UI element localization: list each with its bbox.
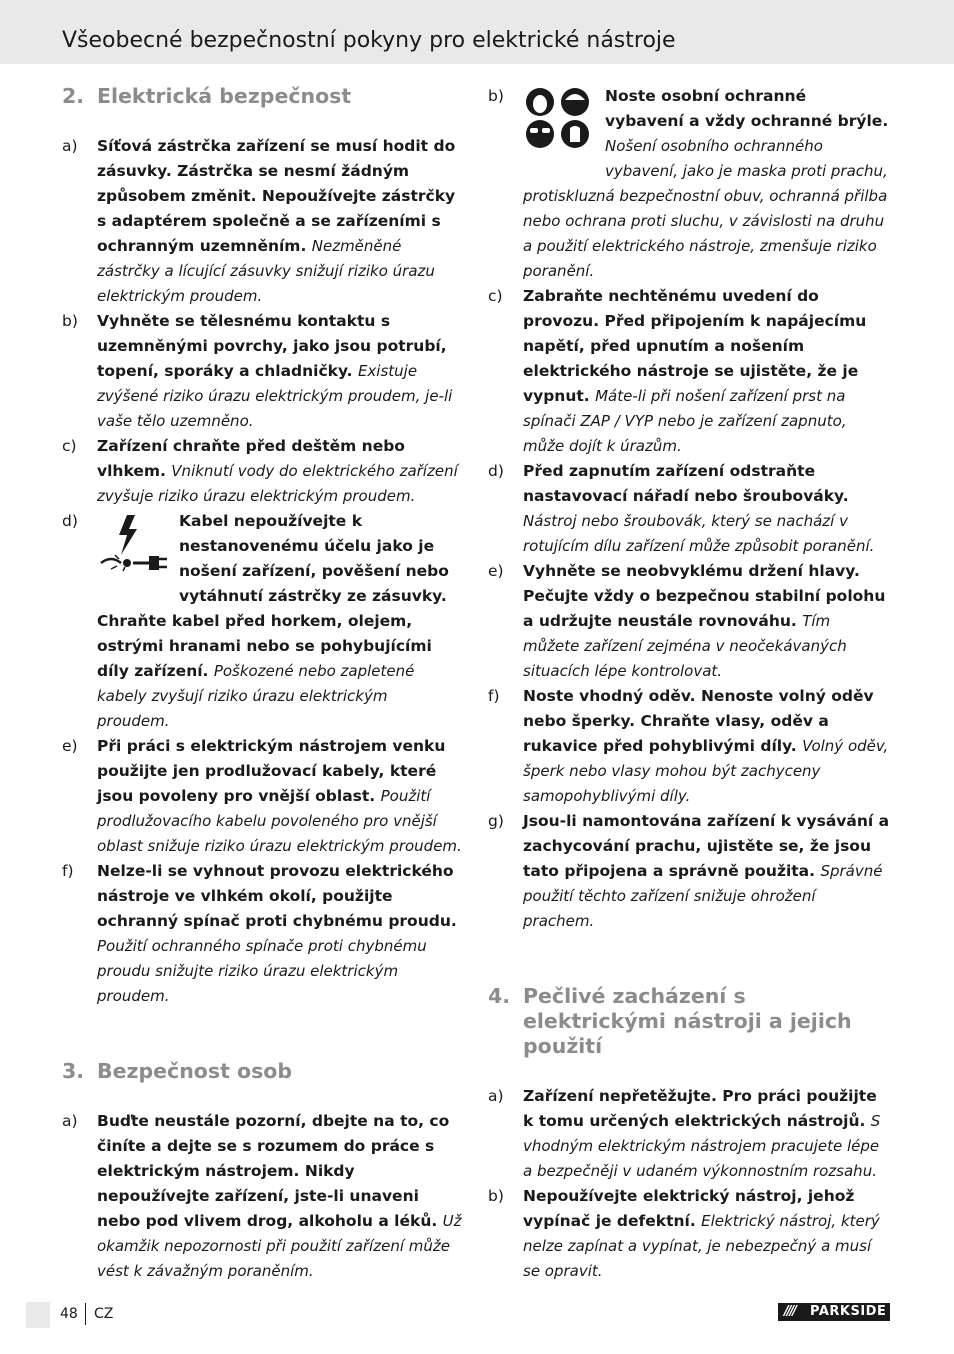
item-instruction: Při práci s elektrickým nástrojem venku použijte jen prodlužovací kabely, které jsou povoleny pro vnější oblast. <box>97 737 446 805</box>
item-explanation: Správné použití těchto zařízení snižuje ohrožení prachem. <box>523 862 883 930</box>
section-number: 3. <box>62 1059 85 1083</box>
list-item <box>62 309 464 434</box>
item-instruction: Nelze-li se vyhnout provozu elektrického nástroje ve vlhkém okolí, použijte ochranný spínač proti chybnému proudu. <box>97 862 457 930</box>
item-instruction: Vyhněte se tělesnému kontaktu s uzemněnými povrchy, jako jsou potrubí, topení, sporáky a chladničky. <box>97 312 447 380</box>
list-item <box>488 684 890 809</box>
list-item <box>488 84 890 284</box>
item-explanation: Nezměněné zástrčky a lícující zásuvky snižují riziko úrazu elektrickým proudem. <box>97 237 435 305</box>
list-item <box>488 1184 890 1284</box>
list-item <box>62 734 464 859</box>
item-label: b) <box>488 1187 504 1205</box>
list-item <box>62 509 464 734</box>
section-title: Bezpečnost osob <box>97 1059 293 1083</box>
protective-equipment-icon <box>523 86 595 160</box>
footer-divider <box>85 1303 86 1325</box>
item-instruction: Kabel nepoužívejte k nestanovenému účelu jako je nošení zařízení, pověšení nebo vytáhnutí zástrčky ze zásuvky. Chraňte kabel před horkem, olejem, ostrými hranami nebo se pohybujícími díly zařízení. <box>97 512 449 680</box>
section-2-heading <box>62 84 464 109</box>
list-item <box>62 1109 464 1284</box>
section-3-heading <box>62 1059 464 1084</box>
list-item <box>62 859 464 1009</box>
item-explanation: Poškozené nebo zapletené kabely zvyšují riziko úrazu elektrickým proudem. <box>97 662 415 730</box>
left-column <box>62 84 464 1284</box>
list-item <box>488 459 890 559</box>
item-explanation: S vhodným elektrickým nástrojem pracujete lépe a bezpečněji v udaném výkonnostním rozsahu. <box>523 1112 881 1180</box>
item-instruction: Jsou-li namontována zařízení k vysávání a zachycování prachu, ujistěte se, že jsou tato připojena a správně použita. <box>523 812 890 880</box>
cable-hazard-icon <box>97 511 169 585</box>
item-label: a) <box>62 1112 78 1130</box>
page-marker <box>26 1302 50 1328</box>
section-title: Elektrická bezpečnost <box>97 84 352 108</box>
brand-mark: //// <box>784 1304 795 1319</box>
item-explanation: Existuje zvýšené riziko úrazu elektrickým proudem, je-li vaše tělo uzemněno. <box>97 362 453 430</box>
item-explanation: Volný oděv, šperk nebo vlasy mohou být zachyceny samopohyblivými díly. <box>523 737 889 805</box>
page-number: 48 <box>60 1306 78 1322</box>
brand-logo <box>778 1303 890 1321</box>
list-item <box>62 434 464 509</box>
item-label: d) <box>488 462 504 480</box>
item-label: b) <box>62 312 78 330</box>
item-label: f) <box>62 862 74 880</box>
list-item <box>488 809 890 934</box>
item-explanation: Použití ochranného spínače proti chybnému proudu snižujte riziko úrazu elektrickým proudem. <box>97 937 427 1005</box>
item-explanation: Vniknutí vody do elektrického zařízení zvyšuje riziko úrazu elektrickým proudem. <box>97 462 458 505</box>
item-instruction: Buďte neustále pozorní, dbejte na to, co činíte a dejte se s rozumem do práce s elektrickým nástrojem. Nikdy nepoužívejte zařízení, jste-li unaveni nebo pod vlivem drog, alkoholu a léků. <box>97 1112 450 1230</box>
language-code: CZ <box>94 1306 114 1322</box>
item-instruction: Před zapnutím zařízení odstraňte nastavovací nářadí nebo šroubováky. <box>523 462 849 505</box>
item-label: g) <box>488 812 504 830</box>
list-item <box>62 134 464 309</box>
item-instruction: Vyhněte se neobvyklému držení hlavy. Pečujte vždy o bezpečnou stabilní polohu a udržujte neustále rovnováhu. <box>523 562 886 630</box>
item-label: d) <box>62 512 78 530</box>
page-title: Všeobecné bezpečnostní pokyny pro elektrické nástroje <box>62 28 676 53</box>
item-explanation: Elektrický nástroj, který nelze zapínat a vypínat, je nebezpečný a musí se opravit. <box>523 1212 880 1280</box>
item-instruction: Síťová zástrčka zařízení se musí hodit do zásuvky. Zástrčka se nesmí žádným způsobem změnit. Nepoužívejte zástrčky s adaptérem společně a se zařízeními s ochranným uzemněním. <box>97 137 456 255</box>
item-explanation: Nástroj nebo šroubovák, který se nachází v rotujícím dílu zařízení může způsobit poranění. <box>523 512 875 555</box>
section-number: 2. <box>62 84 85 108</box>
list-item <box>488 1084 890 1184</box>
item-instruction: Noste vhodný oděv. Nenoste volný oděv nebo šperky. Chraňte vlasy, oděv a rukavice před pohyblivými díly. <box>523 687 874 755</box>
item-label: c) <box>62 437 77 455</box>
item-explanation: Použití prodlužovacího kabelu povoleného pro vnější oblast snižuje riziko úrazu elektrickým proudem. <box>97 787 462 855</box>
right-column <box>488 84 890 1284</box>
item-explanation: Už okamžik nepozornosti při použití zařízení může vést k závažným poraněním. <box>97 1212 462 1280</box>
item-label: e) <box>488 562 504 580</box>
item-label: e) <box>62 737 78 755</box>
section-4-heading <box>488 984 890 1059</box>
brand-name: PARKSIDE <box>810 1304 887 1319</box>
page-header <box>0 0 954 64</box>
section-number: 4. <box>488 984 511 1008</box>
item-label: c) <box>488 287 503 305</box>
list-item <box>488 559 890 684</box>
item-explanation: Nošení osobního ochranného vybavení, jako je maska proti prachu, protiskluzná bezpečnostní obuv, ochranná přilba nebo ochrana proti sluchu, v závislosti na druhu a použití elektrického nástroje, zmenšuje riziko poranění. <box>523 137 888 280</box>
item-label: f) <box>488 687 500 705</box>
item-explanation: Tím můžete zařízení zejména v neočekávaných situacích lépe kontrolovat. <box>523 612 847 680</box>
list-item <box>488 284 890 459</box>
item-explanation: Máte-li při nošení zařízení prst na spínači ZAP / VYP nebo je zařízení zapnuto, může dojít k úrazům. <box>523 387 847 455</box>
item-instruction: Zařízení chraňte před deštěm nebo vlhkem. <box>97 437 405 480</box>
item-label: b) <box>488 87 504 105</box>
item-instruction: Noste osobní ochranné vybavení a vždy ochranné brýle. <box>605 87 889 130</box>
item-instruction: Zařízení nepřetěžujte. Pro práci použijte k tomu určených elektrických nástrojů. <box>523 1087 877 1130</box>
item-instruction: Zabraňte nechtěnému uvedení do provozu. Před připojením k napájecímu napětí, před upnutím a nošením elektrického nástroje se ujistěte, že je vypnut. <box>523 287 867 405</box>
item-label: a) <box>62 137 78 155</box>
item-label: a) <box>488 1087 504 1105</box>
section-title: Pečlivé zacházení s elektrickými nástroji a jejich použití <box>523 984 852 1058</box>
item-instruction: Nepoužívejte elektrický nástroj, jehož vypínač je defektní. <box>523 1187 855 1230</box>
